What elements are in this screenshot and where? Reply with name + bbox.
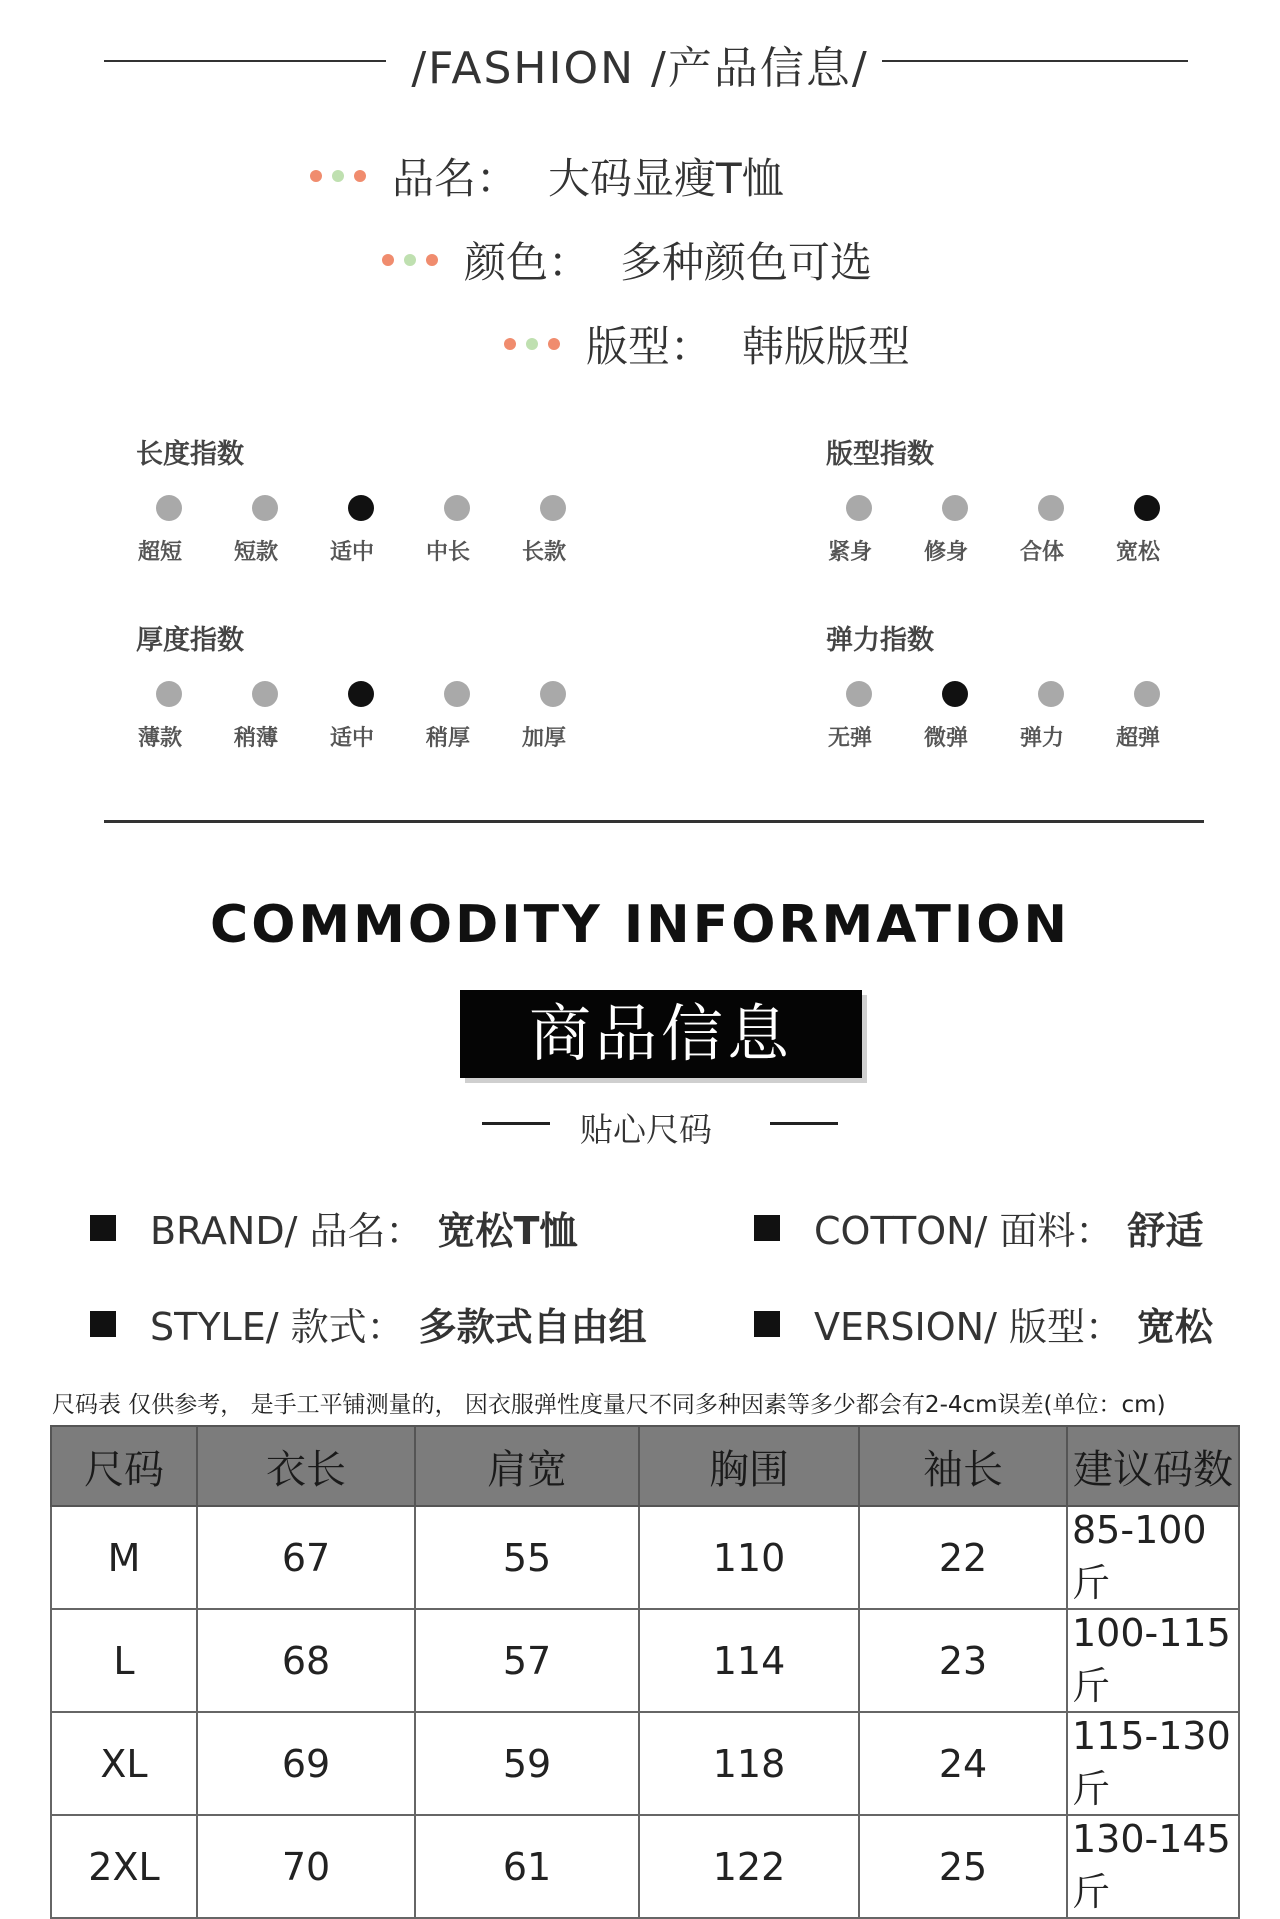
table-row xyxy=(51,1609,1239,1712)
index-option xyxy=(1018,495,1114,566)
decor-dots xyxy=(310,170,366,182)
bullet-square-icon xyxy=(754,1215,780,1241)
index-option xyxy=(520,495,616,566)
index-option xyxy=(232,681,328,752)
length-index xyxy=(136,432,616,566)
brand-info xyxy=(90,1200,577,1255)
cell-size: 2XL xyxy=(51,1815,197,1918)
dot-icon xyxy=(310,170,322,182)
selected-dot-icon xyxy=(348,495,374,521)
index-option xyxy=(424,681,520,752)
thickness-index xyxy=(136,618,616,752)
cell-recommend: 130-145斤 xyxy=(1067,1815,1239,1918)
index-option-label: 微弹 xyxy=(924,726,969,751)
bullet-square-icon xyxy=(754,1311,780,1337)
bullet-square-icon xyxy=(90,1311,116,1337)
index-option-label: 适中 xyxy=(330,726,375,751)
header-size: 尺码 xyxy=(51,1426,197,1506)
dot-icon xyxy=(846,681,872,707)
index-option-label: 超弹 xyxy=(1116,726,1161,751)
index-option xyxy=(1114,681,1210,752)
cell-length: 68 xyxy=(197,1609,415,1712)
header-shoulder: 肩宽 xyxy=(415,1426,639,1506)
dot-icon xyxy=(1134,681,1160,707)
cell-chest: 110 xyxy=(639,1506,859,1609)
index-option xyxy=(328,495,424,566)
cell-sleeve: 24 xyxy=(859,1712,1067,1815)
product-name-value: 大码显瘦T恤 xyxy=(548,154,784,203)
thickness-index-options xyxy=(136,681,616,752)
subtitle-rule-right xyxy=(770,1122,838,1125)
size-table-header xyxy=(51,1426,1239,1506)
version-info xyxy=(754,1296,1213,1351)
selected-dot-icon xyxy=(942,681,968,707)
cell-recommend: 115-130斤 xyxy=(1067,1712,1239,1815)
cell-size: XL xyxy=(51,1712,197,1815)
header-sleeve: 袖长 xyxy=(859,1426,1067,1506)
fit-index xyxy=(826,432,1210,566)
index-option-label: 加厚 xyxy=(522,726,567,751)
index-option xyxy=(136,681,232,752)
dot-icon xyxy=(846,495,872,521)
dot-icon xyxy=(1038,681,1064,707)
brand-key: BRAND/ 品名： xyxy=(150,1209,424,1253)
index-option-label: 中长 xyxy=(426,540,471,565)
index-option-label: 宽松 xyxy=(1116,540,1161,565)
selected-dot-icon xyxy=(1134,495,1160,521)
fashion-title: /FASHION /产品信息/ xyxy=(411,43,869,94)
size-table xyxy=(50,1425,1240,1919)
cell-size: L xyxy=(51,1609,197,1712)
header-chest: 胸围 xyxy=(639,1426,859,1506)
cell-chest: 122 xyxy=(639,1815,859,1918)
index-option-label: 短款 xyxy=(234,540,279,565)
product-name-label: 品名： xyxy=(392,154,519,203)
brand-value: 宽松T恤 xyxy=(437,1209,578,1253)
product-fit-label: 版型： xyxy=(586,322,713,371)
dot-icon xyxy=(252,681,278,707)
index-option-label: 超短 xyxy=(138,540,183,565)
decor-dots xyxy=(504,338,560,350)
dot-icon xyxy=(526,338,538,350)
index-option xyxy=(922,681,1018,752)
header-recommend: 建议码数 xyxy=(1067,1426,1239,1506)
cell-recommend: 100-115斤 xyxy=(1067,1609,1239,1712)
cell-length: 67 xyxy=(197,1506,415,1609)
cotton-info xyxy=(754,1200,1203,1255)
index-option xyxy=(520,681,616,752)
index-option xyxy=(424,495,520,566)
cotton-key: COTTON/ 面料： xyxy=(814,1209,1114,1253)
index-option xyxy=(136,495,232,566)
selected-dot-icon xyxy=(348,681,374,707)
dot-icon xyxy=(156,681,182,707)
decor-dots xyxy=(382,254,438,266)
product-color-value: 多种颜色可选 xyxy=(620,238,873,287)
dot-icon xyxy=(426,254,438,266)
index-option-label: 适中 xyxy=(330,540,375,565)
cell-recommend: 85-100斤 xyxy=(1067,1506,1239,1609)
index-option-label: 稍薄 xyxy=(234,726,279,751)
index-option xyxy=(232,495,328,566)
cell-length: 70 xyxy=(197,1815,415,1918)
cell-size: M xyxy=(51,1506,197,1609)
index-option xyxy=(1018,681,1114,752)
length-index-title: 长度指数 xyxy=(136,439,244,470)
elasticity-index-options xyxy=(826,681,1210,752)
index-option-label: 薄款 xyxy=(138,726,183,751)
dot-icon xyxy=(444,495,470,521)
dot-icon xyxy=(540,495,566,521)
commodity-badge: 商品信息 xyxy=(460,990,862,1078)
table-row xyxy=(51,1506,1239,1609)
cell-sleeve: 25 xyxy=(859,1815,1067,1918)
index-option xyxy=(826,495,922,566)
table-row xyxy=(51,1712,1239,1815)
dot-icon xyxy=(156,495,182,521)
cell-sleeve: 22 xyxy=(859,1506,1067,1609)
commodity-title: COMMODITY INFORMATION xyxy=(210,895,1070,955)
style-key: STYLE/ 款式： xyxy=(150,1305,405,1349)
index-option-label: 修身 xyxy=(924,540,969,565)
version-value: 宽松 xyxy=(1136,1305,1213,1349)
dot-icon xyxy=(548,338,560,350)
style-info xyxy=(90,1296,647,1351)
index-option-label: 无弹 xyxy=(828,726,873,751)
section-divider xyxy=(104,820,1204,823)
cell-shoulder: 59 xyxy=(415,1712,639,1815)
index-option xyxy=(1114,495,1210,566)
dot-icon xyxy=(540,681,566,707)
product-fit-value: 韩版版型 xyxy=(742,322,911,371)
dot-icon xyxy=(1038,495,1064,521)
dot-icon xyxy=(404,254,416,266)
cotton-value: 舒适 xyxy=(1127,1209,1204,1253)
dot-icon xyxy=(252,495,278,521)
index-option-label: 紧身 xyxy=(828,540,873,565)
product-name-row xyxy=(310,146,784,206)
index-option-label: 弹力 xyxy=(1020,726,1065,751)
dot-icon xyxy=(354,170,366,182)
index-option xyxy=(328,681,424,752)
dot-icon xyxy=(942,495,968,521)
product-fit-row xyxy=(504,314,910,374)
elasticity-index xyxy=(826,618,1210,752)
subtitle-rule-left xyxy=(482,1122,550,1125)
index-option-label: 稍厚 xyxy=(426,726,471,751)
index-option-label: 合体 xyxy=(1020,540,1065,565)
cell-shoulder: 55 xyxy=(415,1506,639,1609)
dot-icon xyxy=(332,170,344,182)
dot-icon xyxy=(444,681,470,707)
cell-chest: 118 xyxy=(639,1712,859,1815)
cell-shoulder: 57 xyxy=(415,1609,639,1712)
cell-shoulder: 61 xyxy=(415,1815,639,1918)
cell-chest: 114 xyxy=(639,1609,859,1712)
index-option xyxy=(922,495,1018,566)
commodity-subtitle: 贴心尺码 xyxy=(580,1110,712,1149)
elasticity-index-title: 弹力指数 xyxy=(826,625,934,656)
thickness-index-title: 厚度指数 xyxy=(136,625,244,656)
cell-length: 69 xyxy=(197,1712,415,1815)
length-index-options xyxy=(136,495,616,566)
index-option xyxy=(826,681,922,752)
product-color-row xyxy=(382,230,872,290)
style-value: 多款式自由组 xyxy=(418,1305,647,1349)
bullet-square-icon xyxy=(90,1215,116,1241)
dot-icon xyxy=(504,338,516,350)
dot-icon xyxy=(382,254,394,266)
size-note: 尺码表 仅供参考， 是手工平铺测量的， 因衣服弹性度量尺不同多种因素等多少都会有2-4cm误差(单位：cm) xyxy=(52,1392,1166,1418)
version-key: VERSION/ 版型： xyxy=(814,1305,1123,1349)
fit-index-options xyxy=(826,495,1210,566)
table-row xyxy=(51,1815,1239,1918)
cell-sleeve: 23 xyxy=(859,1609,1067,1712)
fit-index-title: 版型指数 xyxy=(826,439,934,470)
header-length: 衣长 xyxy=(197,1426,415,1506)
index-option-label: 长款 xyxy=(522,540,567,565)
product-color-label: 颜色： xyxy=(464,238,591,287)
